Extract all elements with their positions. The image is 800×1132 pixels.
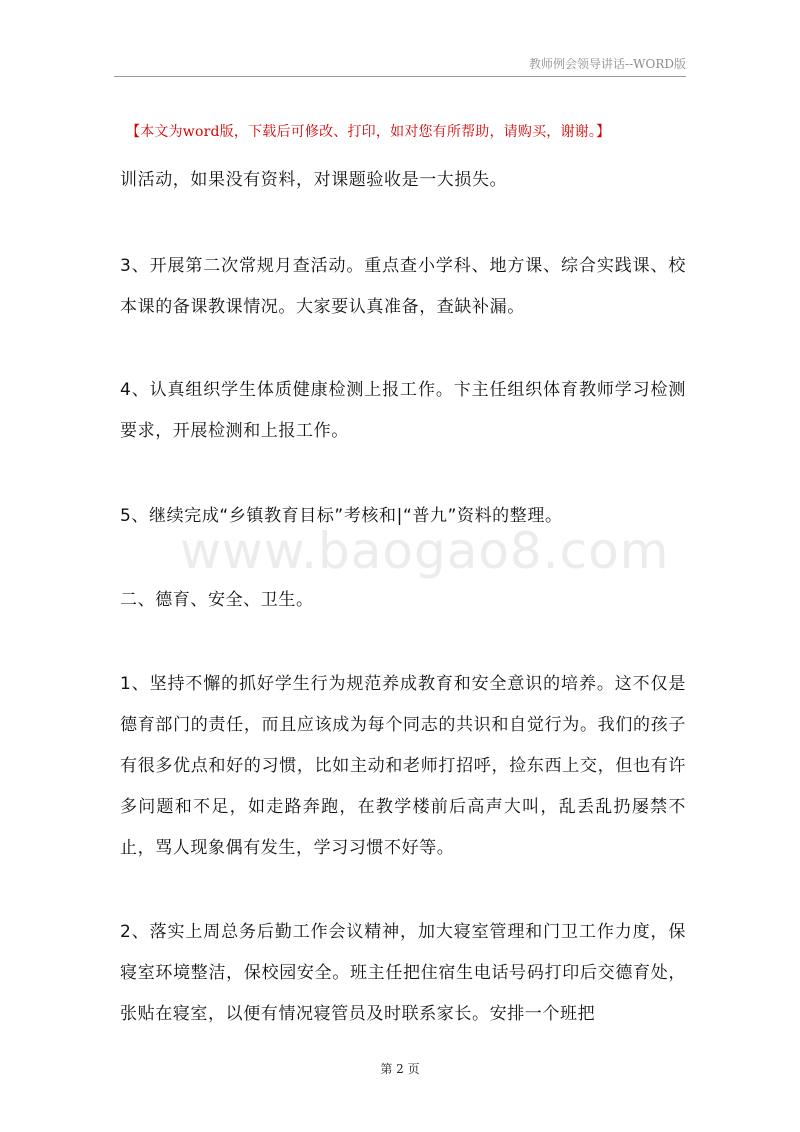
paragraph-item-3: 3、开展第二次常规月查活动。重点查小学科、地方课、综合实践课、校本课的备课教课情况。大家要认真准备，查缺补漏。 (120, 256, 686, 317)
page-number: 第 2 页 (380, 1062, 420, 1076)
paragraph-moral-2: 2、落实上周总务后勤工作会议精神，加大寝室管理和门卫工作力度，保寝室环境整洁，保校园安全。班主任把住宿生电话号码打印后交德育处，张贴在寝室，以便有情况寝管员及时联系家长。安排一个班把 (120, 922, 686, 1024)
watermark: www.baogao8.com (180, 522, 670, 580)
section-heading: 二、德育、安全、卫生。 (120, 590, 314, 610)
paragraph-item-4: 4、认真组织学生体质健康检测上报工作。卞主任组织体育教师学习检测要求，开展检测和上报工作。 (120, 380, 686, 441)
paragraph-item-5: 5、继续完成“乡镇教育目标”考核和|“普九”资料的整理。 (120, 506, 563, 526)
purchase-notice: 【本文为word版，下载后可修改、打印，如对您有所帮助，请购买，谢谢。】 (126, 124, 611, 140)
page-header: 教师例会领导讲话--WORD版 (529, 57, 686, 71)
paragraph-moral-1: 1、坚持不懈的抓好学生行为规范养成教育和安全意识的培养。这不仅是德育部门的责任，而且应该成为每个同志的共识和自觉行为。我们的孩子有很多优点和好的习惯，比如主动和老师打招呼，捡东西上交，但也有许多问题和不足，如走路奔跑，在教学楼前后高声大叫，乱丢乱扔屡禁不止，骂人现象偶有发生，学习习惯不好等。 (120, 674, 686, 858)
paragraph-continuation: 训活动，如果没有资料，对课题验收是一大损失。 (120, 170, 508, 190)
header-divider (114, 76, 686, 77)
